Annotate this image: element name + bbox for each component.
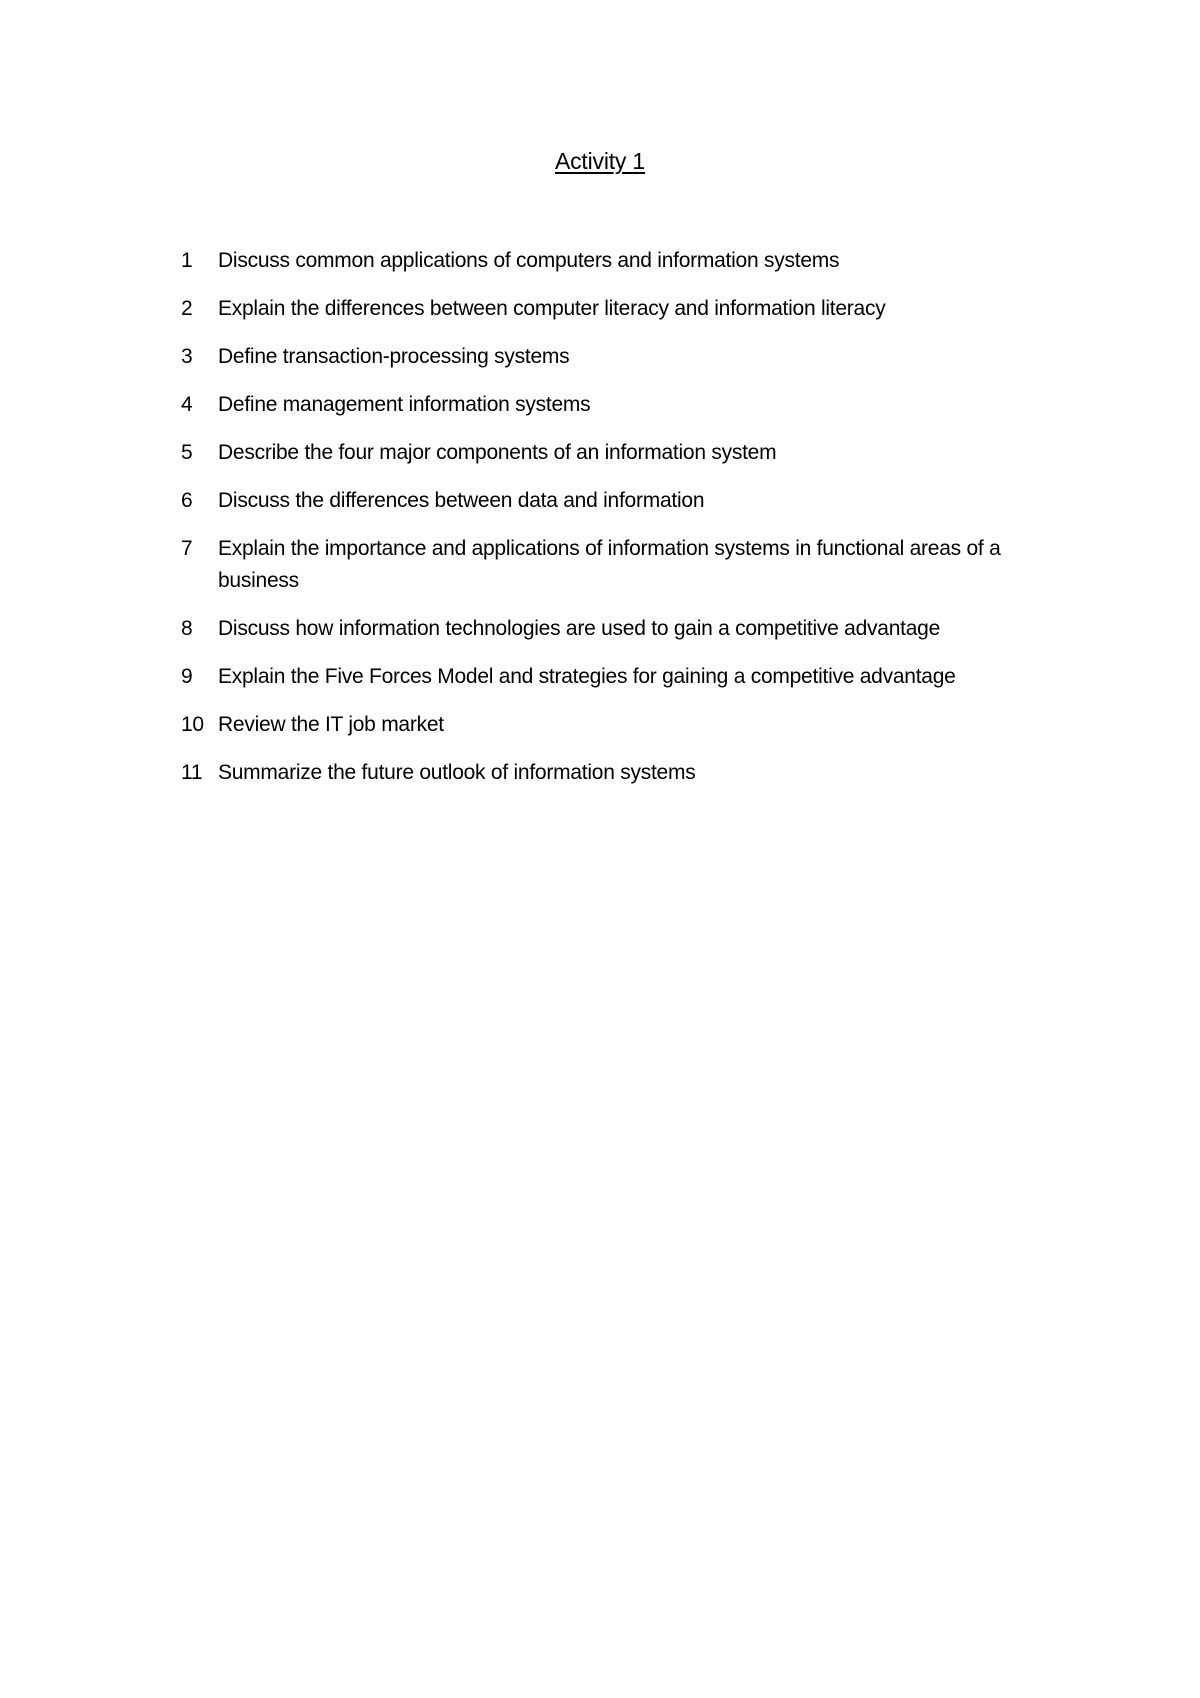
- list-item: [181, 245, 1061, 277]
- list-item: [181, 661, 1061, 693]
- item-text: Summarize the future outlook of information systems: [218, 761, 696, 784]
- item-text: Explain the Five Forces Model and strategies for gaining a competitive advantage: [218, 665, 956, 688]
- item-text: Discuss the differences between data and information: [218, 489, 705, 512]
- page-title: Activity 1: [554, 148, 646, 174]
- list-item: [181, 485, 1061, 517]
- item-text: Explain the differences between computer literacy and information literacy: [218, 297, 886, 320]
- item-text: Discuss common applications of computers and information systems: [218, 249, 840, 272]
- item-number: 1: [181, 249, 193, 272]
- list-item: [181, 533, 1061, 597]
- item-number: 2: [181, 297, 193, 320]
- list-item: [181, 293, 1061, 325]
- list-item: [181, 389, 1061, 421]
- item-number: 3: [181, 345, 193, 368]
- list-item: [181, 709, 1061, 741]
- list-item: [181, 613, 1061, 645]
- list-item: [181, 757, 1061, 789]
- list-item: [181, 341, 1061, 373]
- item-number: 10: [181, 713, 204, 736]
- item-number: 4: [181, 393, 193, 416]
- item-number: 6: [181, 489, 193, 512]
- item-number: 8: [181, 617, 193, 640]
- item-text: Describe the four major components of an information system: [218, 441, 777, 464]
- item-text: Review the IT job market: [218, 713, 444, 736]
- item-number: 5: [181, 441, 193, 464]
- activity-list: [181, 245, 1061, 805]
- list-item: [181, 437, 1061, 469]
- item-text: Explain the importance and applications of information systems in functional areas of a business: [218, 537, 1001, 592]
- item-text: Define management information systems: [218, 393, 591, 416]
- item-text: Discuss how information technologies are used to gain a competitive advantage: [218, 617, 941, 640]
- item-text: Define transaction-processing systems: [218, 345, 570, 368]
- item-number: 9: [181, 665, 193, 688]
- item-number: 7: [181, 537, 193, 560]
- item-number: 11: [181, 761, 203, 784]
